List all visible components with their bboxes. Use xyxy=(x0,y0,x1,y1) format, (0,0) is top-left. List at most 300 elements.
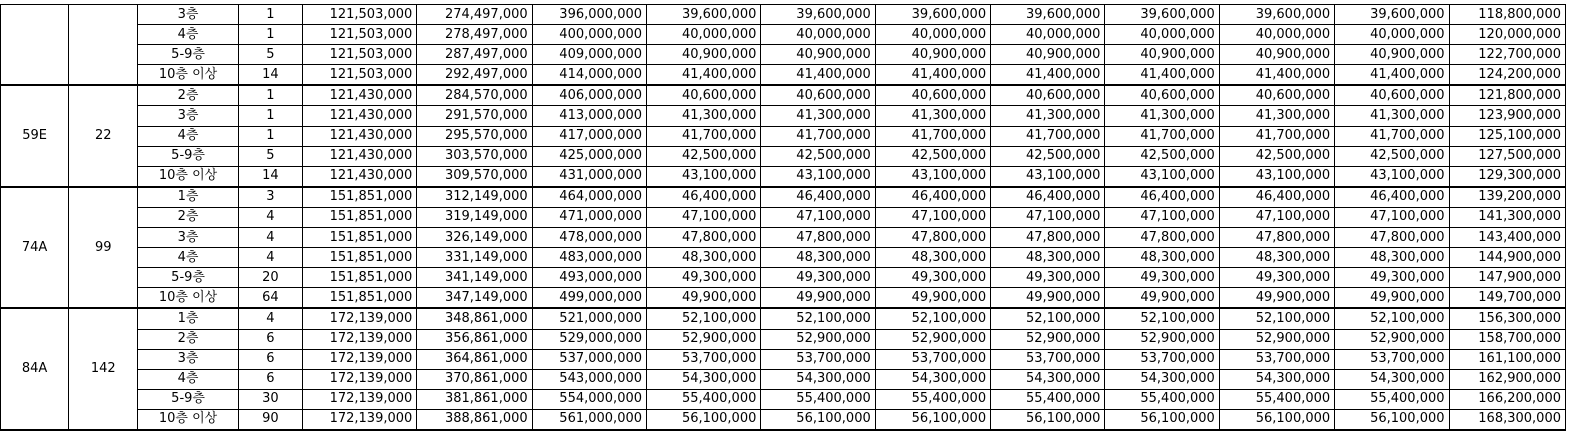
total-price-cell: 543,000,000 xyxy=(532,369,646,389)
unit-count-cell: 20 xyxy=(238,268,302,288)
table-row xyxy=(1,248,1566,268)
payment-2-cell: 54,300,000 xyxy=(761,369,875,389)
payment-7-cell: 49,300,000 xyxy=(1335,268,1449,288)
payment-5-cell: 52,100,000 xyxy=(1105,308,1219,329)
unit-count-cell: 4 xyxy=(238,228,302,248)
unit-count-cell: 30 xyxy=(238,389,302,409)
payment-6-cell: 41,400,000 xyxy=(1219,65,1334,86)
building-price-cell: 295,570,000 xyxy=(417,126,532,146)
building-price-cell: 309,570,000 xyxy=(417,166,532,187)
payment-4-cell: 40,600,000 xyxy=(991,85,1105,106)
floor-cell: 10층 이상 xyxy=(138,288,238,309)
payment-2-cell: 42,500,000 xyxy=(761,146,875,166)
total-price-cell: 537,000,000 xyxy=(532,349,646,369)
balance-cell: 120,000,000 xyxy=(1449,25,1565,45)
land-price-cell: 121,430,000 xyxy=(302,85,416,106)
land-price-cell: 121,503,000 xyxy=(302,45,416,65)
type-units-cell: 22 xyxy=(69,85,138,186)
payment-7-cell: 40,600,000 xyxy=(1335,85,1449,106)
floor-cell: 5-9층 xyxy=(138,268,238,288)
payment-2-cell: 49,300,000 xyxy=(761,268,875,288)
building-price-cell: 326,149,000 xyxy=(417,228,532,248)
payment-4-cell: 43,100,000 xyxy=(991,166,1105,187)
balance-cell: 156,300,000 xyxy=(1449,308,1565,329)
unit-count-cell: 1 xyxy=(238,126,302,146)
building-price-cell: 291,570,000 xyxy=(417,106,532,126)
payment-5-cell: 52,900,000 xyxy=(1105,329,1219,349)
land-price-cell: 172,139,000 xyxy=(302,369,416,389)
table-row xyxy=(1,65,1566,86)
payment-3-cell: 41,700,000 xyxy=(875,126,990,146)
total-price-cell: 478,000,000 xyxy=(532,228,646,248)
payment-2-cell: 47,800,000 xyxy=(761,228,875,248)
payment-4-cell: 41,300,000 xyxy=(991,106,1105,126)
payment-1-cell: 47,800,000 xyxy=(647,228,761,248)
total-price-cell: 499,000,000 xyxy=(532,288,646,309)
balance-cell: 144,900,000 xyxy=(1449,248,1565,268)
table-row xyxy=(1,288,1566,309)
payment-3-cell: 48,300,000 xyxy=(875,248,990,268)
payment-3-cell: 56,100,000 xyxy=(875,409,990,430)
payment-4-cell: 47,100,000 xyxy=(991,207,1105,227)
unit-count-cell: 1 xyxy=(238,25,302,45)
balance-cell: 121,800,000 xyxy=(1449,85,1565,106)
payment-4-cell: 40,900,000 xyxy=(991,45,1105,65)
balance-cell: 123,900,000 xyxy=(1449,106,1565,126)
payment-4-cell: 47,800,000 xyxy=(991,228,1105,248)
payment-3-cell: 41,300,000 xyxy=(875,106,990,126)
payment-6-cell: 40,000,000 xyxy=(1219,25,1334,45)
balance-cell: 127,500,000 xyxy=(1449,146,1565,166)
total-price-cell: 414,000,000 xyxy=(532,65,646,86)
building-price-cell: 274,497,000 xyxy=(417,5,532,25)
table-row xyxy=(1,409,1566,430)
building-price-cell: 292,497,000 xyxy=(417,65,532,86)
floor-cell: 4층 xyxy=(138,369,238,389)
building-price-cell: 319,149,000 xyxy=(417,207,532,227)
payment-4-cell: 46,400,000 xyxy=(991,187,1105,208)
payment-7-cell: 47,800,000 xyxy=(1335,228,1449,248)
unit-count-cell: 1 xyxy=(238,5,302,25)
total-price-cell: 396,000,000 xyxy=(532,5,646,25)
payment-6-cell: 41,700,000 xyxy=(1219,126,1334,146)
payment-7-cell: 40,900,000 xyxy=(1335,45,1449,65)
total-price-cell: 529,000,000 xyxy=(532,329,646,349)
payment-1-cell: 52,100,000 xyxy=(647,308,761,329)
payment-2-cell: 52,900,000 xyxy=(761,329,875,349)
land-price-cell: 172,139,000 xyxy=(302,308,416,329)
total-price-cell: 417,000,000 xyxy=(532,126,646,146)
payment-7-cell: 53,700,000 xyxy=(1335,349,1449,369)
payment-3-cell: 40,000,000 xyxy=(875,25,990,45)
payment-6-cell: 56,100,000 xyxy=(1219,409,1334,430)
total-price-cell: 561,000,000 xyxy=(532,409,646,430)
payment-7-cell: 42,500,000 xyxy=(1335,146,1449,166)
payment-4-cell: 42,500,000 xyxy=(991,146,1105,166)
payment-2-cell: 47,100,000 xyxy=(761,207,875,227)
housing-type-cell xyxy=(1,5,69,86)
payment-3-cell: 47,100,000 xyxy=(875,207,990,227)
payment-7-cell: 49,900,000 xyxy=(1335,288,1449,309)
payment-7-cell: 40,000,000 xyxy=(1335,25,1449,45)
building-price-cell: 284,570,000 xyxy=(417,85,532,106)
payment-5-cell: 56,100,000 xyxy=(1105,409,1219,430)
unit-count-cell: 5 xyxy=(238,45,302,65)
building-price-cell: 303,570,000 xyxy=(417,146,532,166)
payment-3-cell: 55,400,000 xyxy=(875,389,990,409)
table-row xyxy=(1,228,1566,248)
land-price-cell: 121,503,000 xyxy=(302,5,416,25)
unit-count-cell: 6 xyxy=(238,349,302,369)
payment-1-cell: 41,300,000 xyxy=(647,106,761,126)
payment-4-cell: 41,700,000 xyxy=(991,126,1105,146)
total-price-cell: 554,000,000 xyxy=(532,389,646,409)
payment-6-cell: 52,900,000 xyxy=(1219,329,1334,349)
total-price-cell: 431,000,000 xyxy=(532,166,646,187)
table-row xyxy=(1,25,1566,45)
land-price-cell: 151,851,000 xyxy=(302,228,416,248)
unit-count-cell: 5 xyxy=(238,146,302,166)
balance-cell: 168,300,000 xyxy=(1449,409,1565,430)
building-price-cell: 347,149,000 xyxy=(417,288,532,309)
payment-7-cell: 41,300,000 xyxy=(1335,106,1449,126)
table-body xyxy=(1,5,1566,430)
land-price-cell: 172,139,000 xyxy=(302,349,416,369)
payment-3-cell: 40,900,000 xyxy=(875,45,990,65)
payment-6-cell: 54,300,000 xyxy=(1219,369,1334,389)
type-units-cell xyxy=(69,5,138,86)
payment-4-cell: 55,400,000 xyxy=(991,389,1105,409)
payment-1-cell: 41,400,000 xyxy=(647,65,761,86)
payment-3-cell: 52,100,000 xyxy=(875,308,990,329)
land-price-cell: 121,430,000 xyxy=(302,106,416,126)
payment-1-cell: 54,300,000 xyxy=(647,369,761,389)
payment-3-cell: 41,400,000 xyxy=(875,65,990,86)
payment-5-cell: 54,300,000 xyxy=(1105,369,1219,389)
type-units-cell: 99 xyxy=(69,187,138,309)
balance-cell: 158,700,000 xyxy=(1449,329,1565,349)
floor-cell: 4층 xyxy=(138,248,238,268)
payment-5-cell: 40,000,000 xyxy=(1105,25,1219,45)
payment-6-cell: 40,600,000 xyxy=(1219,85,1334,106)
floor-cell: 5-9층 xyxy=(138,389,238,409)
table-row xyxy=(1,329,1566,349)
payment-2-cell: 41,400,000 xyxy=(761,65,875,86)
payment-4-cell: 56,100,000 xyxy=(991,409,1105,430)
payment-2-cell: 53,700,000 xyxy=(761,349,875,369)
payment-7-cell: 47,100,000 xyxy=(1335,207,1449,227)
payment-5-cell: 55,400,000 xyxy=(1105,389,1219,409)
floor-cell: 2층 xyxy=(138,207,238,227)
payment-2-cell: 56,100,000 xyxy=(761,409,875,430)
payment-3-cell: 52,900,000 xyxy=(875,329,990,349)
payment-1-cell: 49,300,000 xyxy=(647,268,761,288)
unit-count-cell: 64 xyxy=(238,288,302,309)
payment-6-cell: 47,100,000 xyxy=(1219,207,1334,227)
payment-1-cell: 39,600,000 xyxy=(647,5,761,25)
floor-cell: 2층 xyxy=(138,329,238,349)
payment-3-cell: 39,600,000 xyxy=(875,5,990,25)
payment-1-cell: 40,000,000 xyxy=(647,25,761,45)
payment-5-cell: 43,100,000 xyxy=(1105,166,1219,187)
payment-2-cell: 55,400,000 xyxy=(761,389,875,409)
unit-count-cell: 3 xyxy=(238,187,302,208)
total-price-cell: 521,000,000 xyxy=(532,308,646,329)
balance-cell: 122,700,000 xyxy=(1449,45,1565,65)
payment-1-cell: 48,300,000 xyxy=(647,248,761,268)
land-price-cell: 151,851,000 xyxy=(302,248,416,268)
payment-2-cell: 48,300,000 xyxy=(761,248,875,268)
payment-6-cell: 52,100,000 xyxy=(1219,308,1334,329)
payment-3-cell: 49,900,000 xyxy=(875,288,990,309)
payment-1-cell: 42,500,000 xyxy=(647,146,761,166)
payment-5-cell: 41,300,000 xyxy=(1105,106,1219,126)
unit-count-cell: 4 xyxy=(238,207,302,227)
housing-type-cell: 84A xyxy=(1,308,69,430)
payment-5-cell: 40,900,000 xyxy=(1105,45,1219,65)
payment-7-cell: 54,300,000 xyxy=(1335,369,1449,389)
total-price-cell: 464,000,000 xyxy=(532,187,646,208)
payment-4-cell: 49,300,000 xyxy=(991,268,1105,288)
total-price-cell: 425,000,000 xyxy=(532,146,646,166)
payment-6-cell: 48,300,000 xyxy=(1219,248,1334,268)
table-row xyxy=(1,349,1566,369)
payment-2-cell: 52,100,000 xyxy=(761,308,875,329)
building-price-cell: 312,149,000 xyxy=(417,187,532,208)
unit-count-cell: 4 xyxy=(238,308,302,329)
land-price-cell: 151,851,000 xyxy=(302,207,416,227)
payment-4-cell: 40,000,000 xyxy=(991,25,1105,45)
land-price-cell: 151,851,000 xyxy=(302,288,416,309)
payment-1-cell: 47,100,000 xyxy=(647,207,761,227)
balance-cell: 147,900,000 xyxy=(1449,268,1565,288)
payment-1-cell: 56,100,000 xyxy=(647,409,761,430)
payment-5-cell: 40,600,000 xyxy=(1105,85,1219,106)
total-price-cell: 471,000,000 xyxy=(532,207,646,227)
balance-cell: 139,200,000 xyxy=(1449,187,1565,208)
floor-cell: 3층 xyxy=(138,349,238,369)
payment-4-cell: 41,400,000 xyxy=(991,65,1105,86)
land-price-cell: 172,139,000 xyxy=(302,329,416,349)
balance-cell: 141,300,000 xyxy=(1449,207,1565,227)
land-price-cell: 121,503,000 xyxy=(302,65,416,86)
payment-4-cell: 52,100,000 xyxy=(991,308,1105,329)
payment-6-cell: 49,300,000 xyxy=(1219,268,1334,288)
building-price-cell: 341,149,000 xyxy=(417,268,532,288)
payment-5-cell: 49,300,000 xyxy=(1105,268,1219,288)
payment-1-cell: 40,900,000 xyxy=(647,45,761,65)
payment-6-cell: 43,100,000 xyxy=(1219,166,1334,187)
payment-1-cell: 52,900,000 xyxy=(647,329,761,349)
payment-5-cell: 49,900,000 xyxy=(1105,288,1219,309)
balance-cell: 166,200,000 xyxy=(1449,389,1565,409)
building-price-cell: 388,861,000 xyxy=(417,409,532,430)
payment-4-cell: 39,600,000 xyxy=(991,5,1105,25)
unit-count-cell: 6 xyxy=(238,329,302,349)
payment-5-cell: 41,400,000 xyxy=(1105,65,1219,86)
floor-cell: 10층 이상 xyxy=(138,166,238,187)
payment-6-cell: 55,400,000 xyxy=(1219,389,1334,409)
table-row xyxy=(1,146,1566,166)
payment-7-cell: 43,100,000 xyxy=(1335,166,1449,187)
type-units-cell: 142 xyxy=(69,308,138,430)
payment-3-cell: 49,300,000 xyxy=(875,268,990,288)
building-price-cell: 331,149,000 xyxy=(417,248,532,268)
payment-7-cell: 41,400,000 xyxy=(1335,65,1449,86)
payment-7-cell: 56,100,000 xyxy=(1335,409,1449,430)
building-price-cell: 287,497,000 xyxy=(417,45,532,65)
land-price-cell: 121,430,000 xyxy=(302,146,416,166)
table-row xyxy=(1,166,1566,187)
payment-4-cell: 49,900,000 xyxy=(991,288,1105,309)
payment-5-cell: 39,600,000 xyxy=(1105,5,1219,25)
payment-4-cell: 48,300,000 xyxy=(991,248,1105,268)
payment-3-cell: 43,100,000 xyxy=(875,166,990,187)
balance-cell: 143,400,000 xyxy=(1449,228,1565,248)
table-row xyxy=(1,85,1566,106)
payment-3-cell: 54,300,000 xyxy=(875,369,990,389)
payment-1-cell: 46,400,000 xyxy=(647,187,761,208)
land-price-cell: 151,851,000 xyxy=(302,268,416,288)
land-price-cell: 172,139,000 xyxy=(302,409,416,430)
unit-count-cell: 1 xyxy=(238,106,302,126)
balance-cell: 149,700,000 xyxy=(1449,288,1565,309)
floor-cell: 3층 xyxy=(138,106,238,126)
table-row xyxy=(1,126,1566,146)
floor-cell: 1층 xyxy=(138,187,238,208)
payment-2-cell: 41,300,000 xyxy=(761,106,875,126)
payment-5-cell: 42,500,000 xyxy=(1105,146,1219,166)
unit-count-cell: 14 xyxy=(238,166,302,187)
total-price-cell: 413,000,000 xyxy=(532,106,646,126)
total-price-cell: 493,000,000 xyxy=(532,268,646,288)
payment-2-cell: 39,600,000 xyxy=(761,5,875,25)
land-price-cell: 121,430,000 xyxy=(302,126,416,146)
payment-5-cell: 41,700,000 xyxy=(1105,126,1219,146)
unit-count-cell: 90 xyxy=(238,409,302,430)
balance-cell: 125,100,000 xyxy=(1449,126,1565,146)
balance-cell: 124,200,000 xyxy=(1449,65,1565,86)
payment-6-cell: 39,600,000 xyxy=(1219,5,1334,25)
total-price-cell: 409,000,000 xyxy=(532,45,646,65)
payment-3-cell: 47,800,000 xyxy=(875,228,990,248)
price-table xyxy=(0,4,1566,431)
table-row xyxy=(1,5,1566,25)
table-row xyxy=(1,106,1566,126)
table-row xyxy=(1,207,1566,227)
land-price-cell: 121,503,000 xyxy=(302,25,416,45)
floor-cell: 1층 xyxy=(138,308,238,329)
balance-cell: 161,100,000 xyxy=(1449,349,1565,369)
payment-6-cell: 41,300,000 xyxy=(1219,106,1334,126)
building-price-cell: 370,861,000 xyxy=(417,369,532,389)
land-price-cell: 172,139,000 xyxy=(302,389,416,409)
payment-4-cell: 53,700,000 xyxy=(991,349,1105,369)
payment-7-cell: 52,100,000 xyxy=(1335,308,1449,329)
floor-cell: 2층 xyxy=(138,85,238,106)
payment-5-cell: 48,300,000 xyxy=(1105,248,1219,268)
payment-6-cell: 49,900,000 xyxy=(1219,288,1334,309)
balance-cell: 162,900,000 xyxy=(1449,369,1565,389)
housing-type-cell: 74A xyxy=(1,187,69,309)
payment-7-cell: 55,400,000 xyxy=(1335,389,1449,409)
payment-2-cell: 49,900,000 xyxy=(761,288,875,309)
payment-5-cell: 47,800,000 xyxy=(1105,228,1219,248)
payment-2-cell: 40,900,000 xyxy=(761,45,875,65)
table-row xyxy=(1,268,1566,288)
table-row xyxy=(1,389,1566,409)
floor-cell: 5-9층 xyxy=(138,146,238,166)
building-price-cell: 356,861,000 xyxy=(417,329,532,349)
table-row xyxy=(1,369,1566,389)
unit-count-cell: 4 xyxy=(238,248,302,268)
payment-1-cell: 40,600,000 xyxy=(647,85,761,106)
payment-7-cell: 39,600,000 xyxy=(1335,5,1449,25)
floor-cell: 10층 이상 xyxy=(138,65,238,86)
floor-cell: 4층 xyxy=(138,25,238,45)
total-price-cell: 483,000,000 xyxy=(532,248,646,268)
floor-cell: 3층 xyxy=(138,5,238,25)
payment-6-cell: 42,500,000 xyxy=(1219,146,1334,166)
payment-1-cell: 41,700,000 xyxy=(647,126,761,146)
payment-1-cell: 43,100,000 xyxy=(647,166,761,187)
floor-cell: 10층 이상 xyxy=(138,409,238,430)
building-price-cell: 364,861,000 xyxy=(417,349,532,369)
total-price-cell: 406,000,000 xyxy=(532,85,646,106)
payment-7-cell: 52,900,000 xyxy=(1335,329,1449,349)
payment-6-cell: 47,800,000 xyxy=(1219,228,1334,248)
unit-count-cell: 6 xyxy=(238,369,302,389)
building-price-cell: 381,861,000 xyxy=(417,389,532,409)
payment-1-cell: 53,700,000 xyxy=(647,349,761,369)
payment-1-cell: 49,900,000 xyxy=(647,288,761,309)
payment-2-cell: 40,600,000 xyxy=(761,85,875,106)
payment-4-cell: 54,300,000 xyxy=(991,369,1105,389)
payment-3-cell: 40,600,000 xyxy=(875,85,990,106)
floor-cell: 4층 xyxy=(138,126,238,146)
building-price-cell: 278,497,000 xyxy=(417,25,532,45)
total-price-cell: 400,000,000 xyxy=(532,25,646,45)
payment-1-cell: 55,400,000 xyxy=(647,389,761,409)
balance-cell: 129,300,000 xyxy=(1449,166,1565,187)
payment-2-cell: 40,000,000 xyxy=(761,25,875,45)
payment-7-cell: 48,300,000 xyxy=(1335,248,1449,268)
table-row xyxy=(1,187,1566,208)
payment-5-cell: 46,400,000 xyxy=(1105,187,1219,208)
payment-4-cell: 52,900,000 xyxy=(991,329,1105,349)
table-row xyxy=(1,45,1566,65)
floor-cell: 3층 xyxy=(138,228,238,248)
payment-2-cell: 43,100,000 xyxy=(761,166,875,187)
payment-5-cell: 47,100,000 xyxy=(1105,207,1219,227)
payment-6-cell: 53,700,000 xyxy=(1219,349,1334,369)
floor-cell: 5-9층 xyxy=(138,45,238,65)
payment-7-cell: 41,700,000 xyxy=(1335,126,1449,146)
payment-3-cell: 42,500,000 xyxy=(875,146,990,166)
unit-count-cell: 1 xyxy=(238,85,302,106)
payment-2-cell: 46,400,000 xyxy=(761,187,875,208)
payment-7-cell: 46,400,000 xyxy=(1335,187,1449,208)
building-price-cell: 348,861,000 xyxy=(417,308,532,329)
payment-5-cell: 53,700,000 xyxy=(1105,349,1219,369)
housing-type-cell: 59E xyxy=(1,85,69,186)
payment-2-cell: 41,700,000 xyxy=(761,126,875,146)
payment-6-cell: 40,900,000 xyxy=(1219,45,1334,65)
balance-cell: 118,800,000 xyxy=(1449,5,1565,25)
unit-count-cell: 14 xyxy=(238,65,302,86)
payment-3-cell: 53,700,000 xyxy=(875,349,990,369)
land-price-cell: 151,851,000 xyxy=(302,187,416,208)
